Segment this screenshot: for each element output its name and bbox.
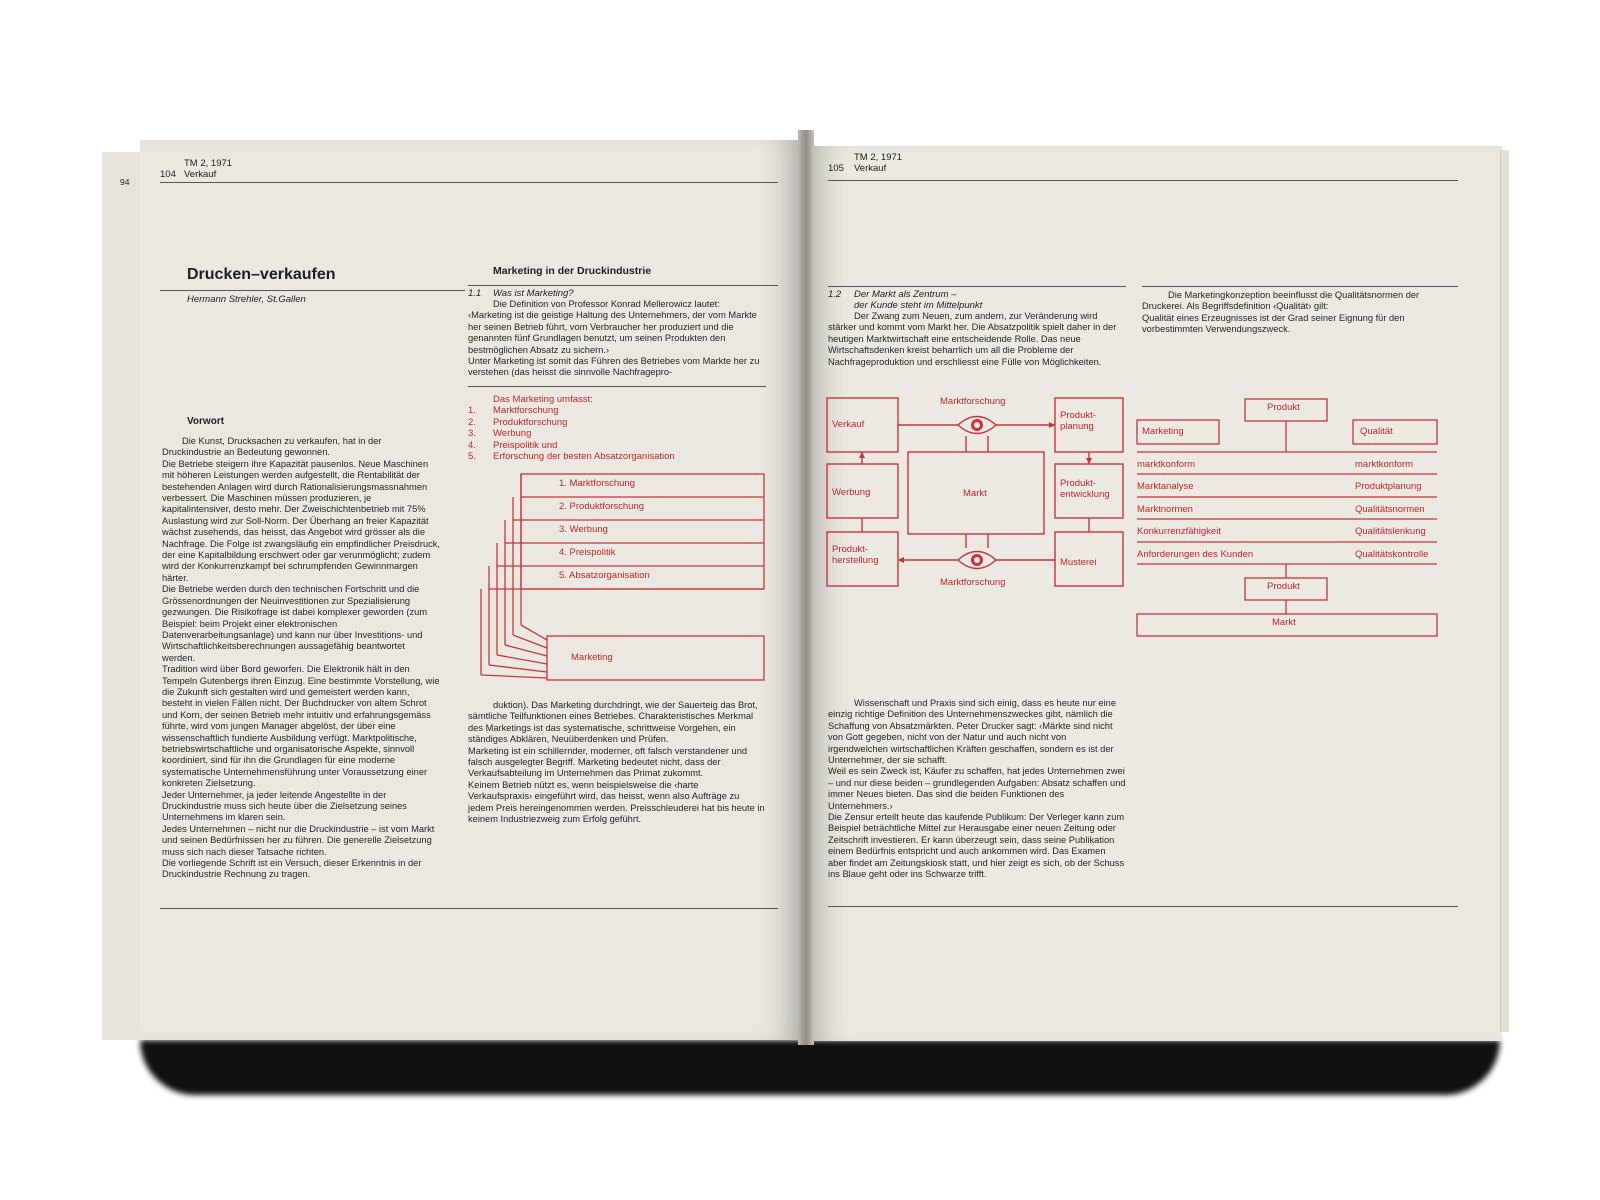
right-page <box>812 146 1502 1041</box>
right-bottom-text: Wissenschaft und Praxis sind sich einig, dass es heute nur eine einzig richtige Definition des Unternehmenszweckes gibt, nämlich die Schaffung von Absatzmärkten. Peter Drucker sagt: ‹Märkte sind nicht von Gott gegeben, nicht von der Natur und auch nicht von irgendwelchen wirtschaftlichen Kräften geschaffen, sondern es ist der Unternehmer, der sie schafft. Weil es sein Zweck ist, Käufer zu schaffen, hat jedes Unternehmen zwei – und nur diese beiden – grundlegenden Aufgaben: Absatz schaffen und immer Neues bieten. Das sind die beiden Funktionen des Unternehmers.› Die Zensur erteilt heute das kaufende Publikum: Der Verleger kann zum Beispiel beträchtliche Mittel zur Herausgabe einer neuen Zeitung oder Zeitschrift investieren. Er kann überzeugt sein, dass seine Publikation einem Bedürfnis entspricht und auch ankommen wird. Das Examen aber findet am Zeitungskiosk statt, und hier zeigt es sich, ob der Schuss ins Blaue geht oder ins Schwarze trifft. <box>828 698 1126 880</box>
sec-1-2-text: Der Zwang zum Neuen, zum andern, zur Veränderung wird stärker und kommt vom Markt her. Die Absatzpolitik spielt daher in der heutigen Marktwirtschaft eine entscheidende Rolle. Das neue Wirtschaftsdenken kreist beharrlich um all die Probleme der Nachfrageproduktion und erschliesst eine Fülle von Möglichkeiten. <box>828 311 1117 367</box>
umfasst-item: 1. Marktforschung <box>468 405 559 416</box>
sec-1-1-title: Was ist Marketing? <box>493 288 574 299</box>
col2-heading: Marketing in der Druckindustrie <box>493 265 652 277</box>
diagram-arrow <box>521 625 547 640</box>
diagram-box-4: 4. Preispolitik <box>559 547 616 558</box>
row-right: marktkonform <box>1355 459 1414 470</box>
footer-rule <box>828 906 1458 907</box>
diagram-arrow <box>497 655 547 664</box>
page-behind <box>102 152 142 1040</box>
row-right: Produktplanung <box>1355 481 1422 492</box>
umfasst-item: 2. Produktforschung <box>468 416 568 428</box>
diagram-arrow <box>505 645 547 656</box>
label-musterei: Musterei <box>1060 557 1097 568</box>
col2-text2: duktion). Das Marketing durchdringt, wie der Sauerteig das Brot, sämtliche Teilfunktionen eines Betriebes. Charakteristisches Merkmal des Marketings ist das systematische, schrittweise Vorgehen, ein ständiges Abklären, Neuüberdenken und Prüfen. Marketing ist ein schillernder, moderner, oft falsch verstandener und falsch ausgelegter Begriff. Marketing bedeutet nicht, dass der Verkaufsabteilung im Unternehmen das Primat zukommt. Keinem Betrieb nützt es, wenn beispielsweise die ‹harte Verkaufspraxis› eingeführt wird, das heisst, wenn also Aufträge zu jedem Preis hereingenommen werden. Preisschleuderei hat bis heute in keinem Industriezweig zum Erfolg geführt. <box>468 700 765 825</box>
left-section: Verkauf <box>184 169 217 180</box>
label-produktplanung: Produkt- planung <box>1060 410 1096 432</box>
row-left: Anforderungen des Kunden <box>1137 549 1254 560</box>
label-verkauf: Verkauf <box>832 419 865 430</box>
right-page-number: 105 <box>828 163 844 174</box>
diagram-target-label: Marketing <box>571 652 613 663</box>
row-left: Marktanalyse <box>1137 481 1194 492</box>
label-produktherstellung: Produkt- herstellung <box>832 544 879 566</box>
diagram-arrow <box>489 665 547 672</box>
row-right: Qualitätskontrolle <box>1355 549 1429 560</box>
author: Hermann Strehler, St.Gallen <box>187 294 306 305</box>
sec-1-2-title-b: der Kunde steht im Mittelpunkt <box>854 300 983 311</box>
article-title: Drucken–verkaufen <box>187 266 336 283</box>
sec-1-2-num: 1.2 <box>828 289 842 300</box>
label-produkt-top: Produkt <box>1267 402 1300 413</box>
label-marktforschung-bottom: Marktforschung <box>940 577 1006 588</box>
umfasst-item: 5. Erforschung der besten Absatzorganisation <box>468 451 675 462</box>
vorwort-heading: Vorwort <box>187 416 225 427</box>
right-section: Verkauf <box>854 163 887 174</box>
sec-1-1-num: 1.1 <box>468 288 482 299</box>
diagram-arrow <box>481 675 547 678</box>
umfasst-heading: Das Marketing umfasst: <box>493 394 593 405</box>
diagram-box-5: 5. Absatzorganisation <box>559 570 650 581</box>
footer-rule <box>160 908 778 909</box>
row-left: Konkurrenzfähigkeit <box>1137 526 1221 537</box>
book-shadow <box>140 1040 1500 1095</box>
label-markt-bottom: Markt <box>1272 617 1296 628</box>
left-page-number: 104 <box>160 169 176 180</box>
diagram-box-2: 2. Produktforschung <box>559 501 645 512</box>
vorwort-text: Die Kunst, Drucksachen zu verkaufen, hat in der Druckindustrie an Bedeutung gewonnen. Die Betriebe steigern ihre Kapazität pausenlos. Neue Maschinen mit höheren Leistungen werden aufgestellt, die Rentabilität der bestehenden Anlagen wird durch Rationalisierungsmassnahmen verbessert. Die Maschinen müssen produzieren, je kapitalintensiver, desto mehr. Der Zweischichtenbetrieb mit 75% Auslastung wird zur Soll-Norm. Der Überhang an freier Kapazität wächst zusehends, das heisst, das Angebot wird grösser als die Nachfrage. Die Folge ist zwangsläufig ein empfindlicher Preisdruck, der eine Kapitalbildung erschwert oder gar verunmöglicht; zudem wird der Konkurrenzkampf bei schrumpfenden Gewinnmargen härter. Die Betriebe werden durch den technischen Fortschritt und die Grössenordnungen der Neuinvestitionen zur Spezialisierung gezwungen. Die Risikofrage ist dabei komplexer geworden (zum Beispiel: beim Projekt einer elektronischen Datenverarbeitungsanlage) und kann nur über Investitions- und Wirtschaftlichkeitsberechnungen aussagefähig beantwortet werden. Tradition wird über Bord geworfen. Die Elektronik hält in den Tempeln Gutenbergs ihren Einzug. Eine bestimmte Vorstellung, wie die Zukunft sich gestalten wird und gemeistert werden kann, besteht in vielen Fällen nicht. Der Buchdrucker von altem Schrot und Korn, der seinen Betrieb mehr intuitiv und erfahrungsgemäss führte, wird vom jungen Manager abgelöst, der über eine wissenschaftlich fundierte Ausbildung verfügt. Marktpolitische, betriebswirtschaftliche und organisatorische Aspekte, sinnvoll koordiniert, sind für ihn die Grundlagen für eine moderne systematische Unternehmensführung unter Voraussetzung einer konkreten Zielsetzung. Jeder Unternehmer, ja jeder leitende Angestellte in der Druckindustrie muss sich heute über die Zielsetzung seines Unternehmens im klaren sein. Jedes Unternehmen – nicht nur die Druckindustrie – ist vom Markt und seinen Bedürfnissen her zu führen. Die generelle Zielsetzung muss sich nach dieser Tatsache richten. Die vorliegende Schrift ist ein Versuch, dieser Erkenntnis in der Druckindustrie Rechnung zu tragen. <box>162 436 441 880</box>
left-page <box>140 140 800 1040</box>
label-markt: Markt <box>963 488 987 499</box>
label-marketing: Marketing <box>1142 426 1184 437</box>
right-col2-text: Die Marketingkonzeption beeinflusst die Qualitätsnormen der Druckerei. Als Begriffsdefinition ‹Qualität› gilt: Qualität eines Erzeugnisses ist der Grad seiner Eignung für den vorbestimmten Verwendungszweck. <box>1142 290 1420 335</box>
marketing-diagram <box>140 140 800 1040</box>
label-werbung: Werbung <box>832 487 871 498</box>
sec-1-2-title-a: Der Markt als Zentrum – <box>854 289 957 300</box>
page-edge <box>1500 150 1509 1032</box>
label-produkt-bottom: Produkt <box>1267 581 1300 592</box>
diagram-box-1: 1. Marktforschung <box>559 478 636 489</box>
diagram-box-3: 3. Werbung <box>559 524 608 535</box>
row-left: marktkonform <box>1137 459 1196 470</box>
right-journal: TM 2, 1971 <box>854 152 903 163</box>
label-produktentwicklung: Produkt- entwicklung <box>1060 478 1110 500</box>
label-marktforschung-top: Marktforschung <box>940 396 1006 407</box>
row-right: Qualitätslenkung <box>1355 526 1426 537</box>
behind-page-number: 94 <box>120 177 130 187</box>
label-qualitaet: Qualität <box>1360 426 1393 437</box>
row-left: Marktnormen <box>1137 504 1193 515</box>
umfasst-item: 4. Preispolitik und <box>468 439 558 451</box>
umfasst-item: 3. Werbung <box>468 428 532 439</box>
row-right: Qualitätsnormen <box>1355 504 1425 515</box>
sec-1-1-text: Die Definition von Professor Konrad Mellerowicz lautet: ‹Marketing ist die geistige Haltung des Unternehmers, der vom Markte her seinen Betrieb führt, vom Verbraucher her produziert und die genannten fünf Grundlagen benutzt, um seinen Produkten den bestmöglichen Absatz zu sichern.› Unter Marketing ist somit das Führen des Betriebes vom Markte her zu verstehen (das heisst die sinnvolle Nachfragepro- <box>468 299 760 378</box>
left-journal: TM 2, 1971 <box>184 158 233 169</box>
